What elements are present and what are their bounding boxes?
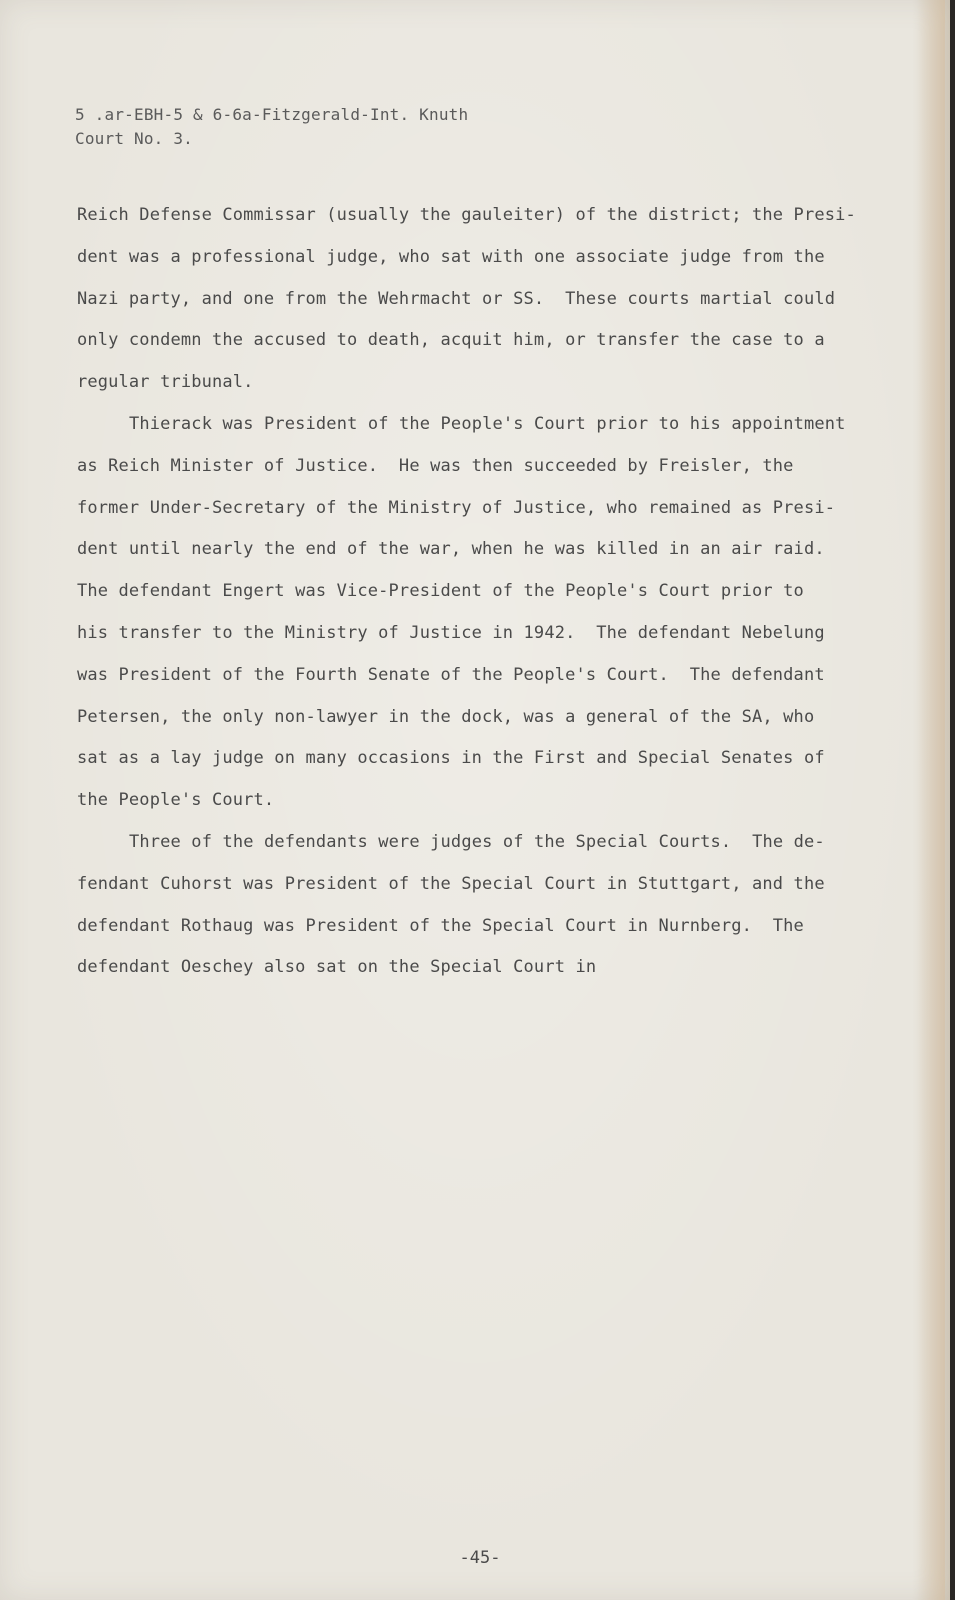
body-line: fendant Cuhorst was President of the Special Court in Stuttgart, and the [77, 873, 825, 894]
body-line: was President of the Fourth Senate of the People's Court. The defendant [77, 664, 825, 685]
body-line: dent until nearly the end of the war, when he was killed in an air raid. [77, 539, 825, 560]
body-line: former Under-Secretary of the Ministry of Justice, who remained as Presi- [77, 497, 836, 518]
body-line: The defendant Engert was Vice-President of the People's Court prior to [77, 581, 804, 602]
body-line: defendant Rothaug was President of the Special Court in Nurnberg. The [77, 915, 804, 936]
document-body [77, 200, 856, 994]
document-header [75, 103, 468, 151]
body-line: his transfer to the Ministry of Justice in 1942. The defendant Nebelung [77, 622, 825, 643]
header-court-line: Court No. 3. [75, 129, 193, 148]
header-reference-line: 5 .ar-EBH-5 & 6-6a-Fitzgerald-Int. Knuth [75, 105, 469, 124]
page-number: -45- [459, 1548, 501, 1568]
body-line: only condemn the accused to death, acquit him, or transfer the case to a [77, 330, 825, 351]
body-line: Nazi party, and one from the Wehrmacht or SS. These courts martial could [77, 288, 836, 309]
body-line: defendant Oeschey also sat on the Special Court in [77, 957, 597, 978]
body-line: Reich Defense Commissar (usually the gauleiter) of the district; the Presi- [77, 205, 856, 225]
body-line: Thierack was President of the People's Court prior to his appointment [129, 413, 846, 434]
body-line: as Reich Minister of Justice. He was then succeeded by Freisler, the [77, 455, 794, 476]
body-line: regular tribunal. [77, 372, 254, 393]
body-line: Three of the defendants were judges of the Special Courts. The de- [129, 831, 825, 852]
body-line: sat as a lay judge on many occasions in the First and Special Senates of [77, 748, 825, 769]
body-line: the People's Court. [77, 790, 275, 811]
body-line: Petersen, the only non-lawyer in the dock, was a general of the SA, who [77, 706, 815, 727]
body-line: dent was a professional judge, who sat with one associate judge from the [77, 246, 825, 267]
paper-edge [917, 0, 945, 1600]
